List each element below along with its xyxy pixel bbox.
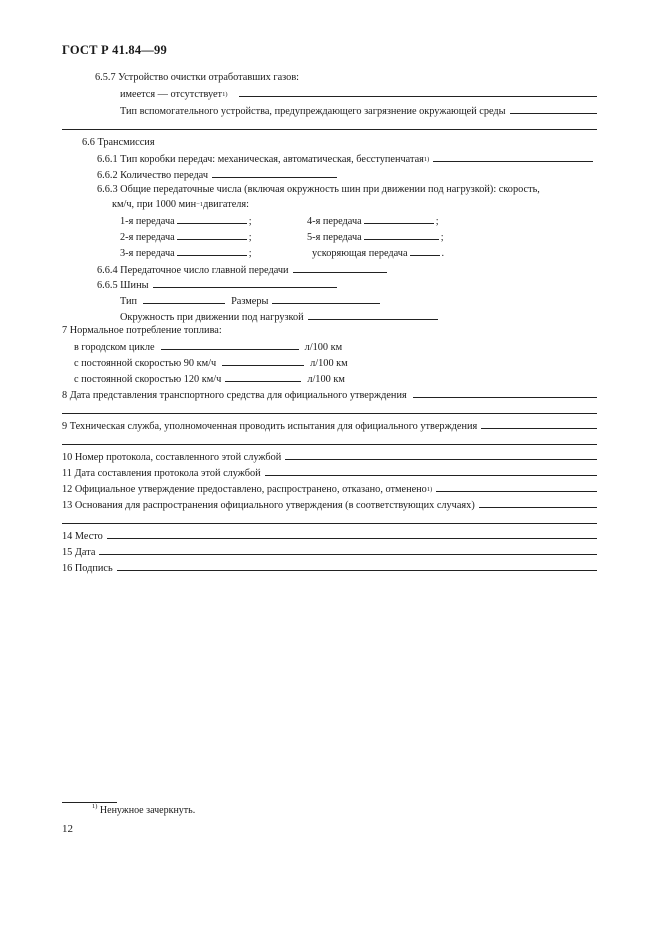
page-header: ГОСТ Р 41.84—99 <box>62 43 167 57</box>
gear-2-row: 2-я передача ; <box>120 229 252 245</box>
fuel-city-field[interactable] <box>161 339 299 350</box>
presentation-date-field[interactable] <box>413 387 597 398</box>
item-6-6-5: 6.6.5 Шины <box>97 277 337 293</box>
presentation-date-field-line2[interactable] <box>62 413 597 414</box>
tires-field[interactable] <box>153 277 338 288</box>
place-field[interactable] <box>107 528 597 539</box>
tire-size-field[interactable] <box>272 293 380 304</box>
gear-2-field[interactable] <box>177 229 247 240</box>
fuel-90-field[interactable] <box>222 355 304 366</box>
gear-3-field[interactable] <box>177 245 247 256</box>
technical-service-field[interactable] <box>481 418 597 429</box>
overdrive-field[interactable] <box>410 245 440 256</box>
item-14: 14 Место <box>62 528 597 544</box>
gear-3-row: 3-я передача ; <box>120 245 252 261</box>
final-drive-field[interactable] <box>293 262 387 273</box>
item-12: 12 Официальное утверждение предоставлено, распространено, отказано, отменено $^{1)}$ <box>62 481 597 497</box>
tire-circumference-field[interactable] <box>308 309 438 320</box>
item-6-6-3-line2: км/ч, при 1000 мин $^{-1}$ двигателя: <box>112 199 250 210</box>
gear-1-field[interactable] <box>177 213 247 224</box>
signature-field[interactable] <box>117 560 597 571</box>
extension-grounds-field[interactable] <box>479 497 597 508</box>
gear-1-row: 1-я передача ; <box>120 213 252 229</box>
extension-grounds-field-line2[interactable] <box>62 523 597 524</box>
item-9: 9 Техническая служба, уполномоченная проводить испытания для официального утверждения <box>62 418 597 434</box>
section-6-6-title: 6.6 Трансмиссия <box>82 137 155 148</box>
date-field[interactable] <box>99 544 597 555</box>
fuel-city-row: в городском цикле л/100 км <box>74 339 342 355</box>
gears-count-field[interactable] <box>212 167 337 178</box>
item-6-6-3: 6.6.3 Общие передаточные числа (включая окружность шин при движении под нагрузкой): скорость, <box>97 184 540 195</box>
fuel-90-row: с постоянной скоростью 90 км/ч л/100 км <box>74 355 348 371</box>
report-date-field[interactable] <box>265 465 597 476</box>
footnote: $^{1)}$ Ненужное зачеркнуть. <box>92 802 196 816</box>
overdrive-row: ускоряющая передача . <box>312 245 444 261</box>
fuel-120-field[interactable] <box>225 371 301 382</box>
gear-5-field[interactable] <box>364 229 439 240</box>
report-number-field[interactable] <box>285 449 597 460</box>
item-15: 15 Дата <box>62 544 597 560</box>
item-6-5-7-title: 6.5.7 Устройство очистки отработавших газов: <box>95 72 300 83</box>
item-10: 10 Номер протокола, составленного этой службой <box>62 449 597 465</box>
page-number: 12 <box>62 823 73 835</box>
present-field[interactable] <box>239 86 597 97</box>
tire-circumference-row: Окружность при движении под нагрузкой <box>120 309 438 325</box>
section-7-title: 7 Нормальное потребление топлива: <box>62 325 222 336</box>
item-6-6-1: 6.6.1 Тип коробки передач: механическая, автоматическая, бесступенчатая $^{1)}$ <box>97 151 593 167</box>
footnote-rule <box>62 802 117 803</box>
item-8: 8 Дата представления транспортного средства для официального утверждения <box>62 387 597 403</box>
gearbox-type-field[interactable] <box>433 151 593 162</box>
aux-device-field-line2[interactable] <box>62 129 597 130</box>
item-6-6-2: 6.6.2 Количество передач <box>97 167 337 183</box>
technical-service-field-line2[interactable] <box>62 444 597 445</box>
item-11: 11 Дата составления протокола этой службой <box>62 465 597 481</box>
item-6-5-7-present: имеется — отсутствует $^{1)}$ <box>120 86 597 102</box>
fuel-120-row: с постоянной скоростью 120 км/ч л/100 км <box>74 371 345 387</box>
item-6-5-7-aux: Тип вспомогательного устройства, предупреждающего загрязнение окружающей среды <box>120 103 597 119</box>
item-13: 13 Основания для распространения официального утверждения (в соответствующих случаях) <box>62 497 597 513</box>
gear-4-field[interactable] <box>364 213 434 224</box>
approval-status-field[interactable] <box>436 481 597 492</box>
item-6-6-4: 6.6.4 Передаточное число главной передачи <box>97 262 387 278</box>
item-16: 16 Подпись <box>62 560 597 576</box>
tire-type-size-row: Тип Размеры <box>120 293 382 309</box>
gear-5-row: 5-я передача ; <box>307 229 444 245</box>
gear-4-row: 4-я передача ; <box>307 213 439 229</box>
tire-type-field[interactable] <box>143 293 225 304</box>
aux-device-field[interactable] <box>510 103 597 114</box>
